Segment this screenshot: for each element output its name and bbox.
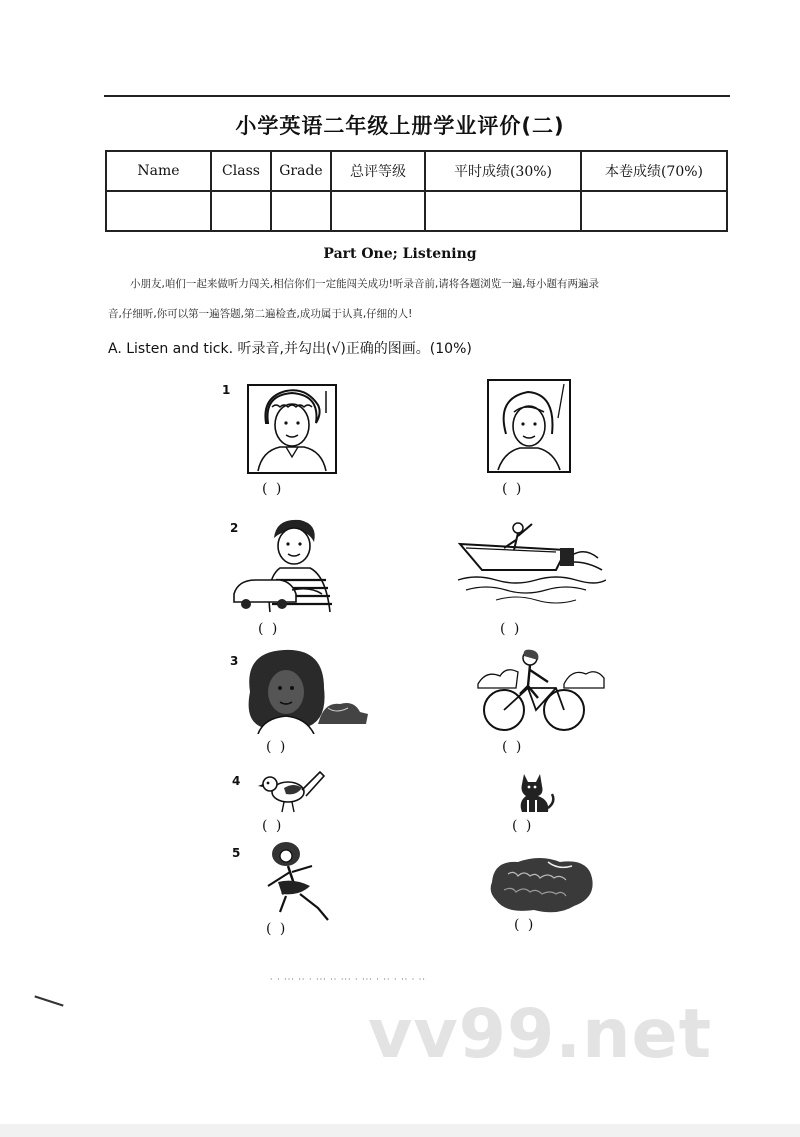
answer-parentheses-4-left[interactable]: ( ) bbox=[262, 818, 284, 834]
usual-score-cell[interactable] bbox=[425, 191, 581, 231]
grade-cell[interactable] bbox=[271, 191, 331, 231]
header-grade: Grade bbox=[271, 151, 331, 191]
watermark-logo: vv99.net bbox=[368, 995, 713, 1074]
answer-parentheses-2-right[interactable]: ( ) bbox=[500, 621, 522, 637]
score-table-blank-row bbox=[106, 191, 727, 231]
score-table bbox=[105, 150, 728, 232]
name-cell[interactable] bbox=[106, 191, 211, 231]
intro-line-1: 小朋友,咱们一起来做听力闯关,相信你们一定能闯关成功!听录音前,请将各题浏览一遍,每小题有两遍录 bbox=[130, 278, 600, 290]
footer-scan-noise: · · ··· ·· · ··· ·· ··· · ··· · ·· · ·· · ·· bbox=[270, 975, 426, 984]
answer-parentheses-3-right[interactable]: ( ) bbox=[502, 739, 524, 755]
header-paper-score: 本卷成绩(70%) bbox=[581, 151, 727, 191]
cat-icon bbox=[516, 770, 556, 814]
answer-parentheses-4-right[interactable]: ( ) bbox=[512, 818, 534, 834]
man-in-motorboat-icon bbox=[456, 518, 606, 604]
dancing-girl-icon bbox=[264, 838, 336, 922]
question-number-3: 3 bbox=[230, 654, 239, 668]
boy-with-toy-car-icon bbox=[230, 516, 345, 616]
question-number-2: 2 bbox=[230, 521, 239, 535]
answer-parentheses-1-right[interactable]: ( ) bbox=[502, 481, 524, 497]
stray-scan-mark bbox=[34, 995, 63, 1006]
header-name: Name bbox=[106, 151, 211, 191]
overall-level-cell[interactable] bbox=[331, 191, 425, 231]
question-number-1: 1 bbox=[222, 383, 231, 397]
answer-parentheses-5-right[interactable]: ( ) bbox=[514, 917, 536, 933]
answer-parentheses-3-left[interactable]: ( ) bbox=[266, 739, 288, 755]
bush-icon bbox=[488, 852, 596, 916]
curly-haired-woman-portrait-icon bbox=[246, 383, 338, 475]
top-rule bbox=[104, 95, 730, 97]
answer-parentheses-1-left[interactable]: ( ) bbox=[262, 481, 284, 497]
part-title: Part One; Listening bbox=[323, 246, 477, 262]
paper-score-cell[interactable] bbox=[581, 191, 727, 231]
header-overall-level: 总评等级 bbox=[331, 151, 425, 191]
page-title: 小学英语二年级上册学业评价(二) bbox=[235, 114, 565, 138]
bird-icon bbox=[258, 766, 326, 814]
bottom-bar bbox=[0, 1124, 800, 1137]
question-number-4: 4 bbox=[232, 774, 241, 788]
header-usual-score: 平时成绩(30%) bbox=[425, 151, 581, 191]
girl-riding-bicycle-icon bbox=[476, 648, 606, 734]
class-cell[interactable] bbox=[211, 191, 271, 231]
section-a-heading: A. Listen and tick. 听录音,并勾出(√)正确的图画。(10%) bbox=[108, 341, 472, 357]
answer-parentheses-2-left[interactable]: ( ) bbox=[258, 621, 280, 637]
answer-parentheses-5-left[interactable]: ( ) bbox=[266, 921, 288, 937]
intro-line-2: 音,仔细听,你可以第一遍答题,第二遍检查,成功属于认真,仔细的人! bbox=[108, 308, 413, 320]
woman-dark-hair-icon bbox=[244, 648, 372, 734]
header-class: Class bbox=[211, 151, 271, 191]
question-number-5: 5 bbox=[232, 846, 241, 860]
girl-portrait-icon bbox=[486, 378, 572, 474]
score-table-header-row bbox=[106, 151, 727, 191]
